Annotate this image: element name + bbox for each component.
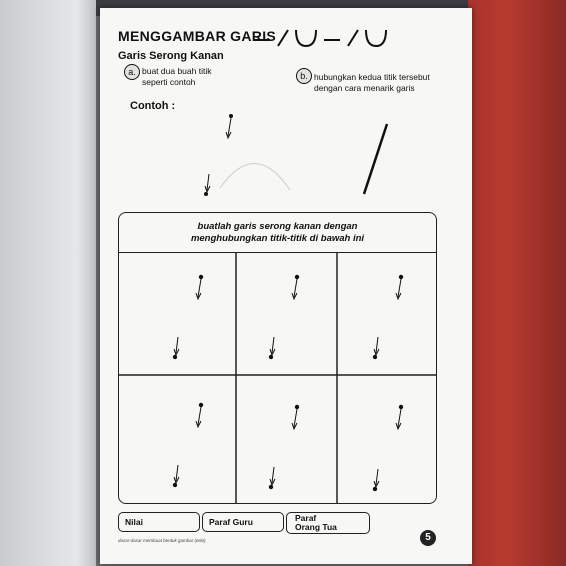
example-line-icon [364,124,387,194]
background-left [0,0,96,566]
paraf-guru-box [202,512,284,532]
step-b-line2: dengan cara menarik garis [314,83,415,93]
cell-5-dots-icon [269,405,299,489]
step-a-badge: a. [124,64,140,80]
background-right [468,0,566,566]
paraf-ortu-box [286,512,370,534]
step-a-line2: seperti contoh [142,77,196,87]
paraf-ortu-line1: Paraf [295,513,317,523]
example-dots-icon [204,114,233,196]
example-drawing [100,8,472,208]
paraf-ortu-line2: Orang Tua [295,522,337,532]
page-title: MENGGAMBAR GARIS [118,28,277,44]
footer-caption: dasar-dasar membuat bentuk gambar (ørlø) [118,538,206,543]
nilai-box [118,512,200,532]
cell-3-dots-icon [373,275,403,359]
cell-4-dots-icon [173,403,203,487]
cell-2-dots-icon [269,275,299,359]
practice-dots [119,213,436,503]
cell-1-dots-icon [173,275,203,359]
instruction-line2: menghubungkan titik-titik di bawah ini [190,233,365,244]
page-number: 5 [420,530,436,546]
step-b-line1: hubungkan kedua titik tersebut [314,72,430,82]
instruction-line1: buatlah garis serong kanan dengan [197,221,358,232]
example-label: Contoh : [130,100,176,112]
worksheet-page [100,8,472,564]
practice-grid [118,212,437,504]
step-b-badge: b. [296,68,312,84]
paraf-guru-label: Paraf Guru [209,517,253,527]
faint-arc-icon [220,163,290,190]
nilai-label: Nilai [125,517,143,527]
section-subtitle: Garis Serong Kanan [118,50,224,62]
cell-6-dots-icon [373,405,403,491]
step-a-line1: buat dua buah titik [142,66,212,76]
score-footer [118,512,368,534]
